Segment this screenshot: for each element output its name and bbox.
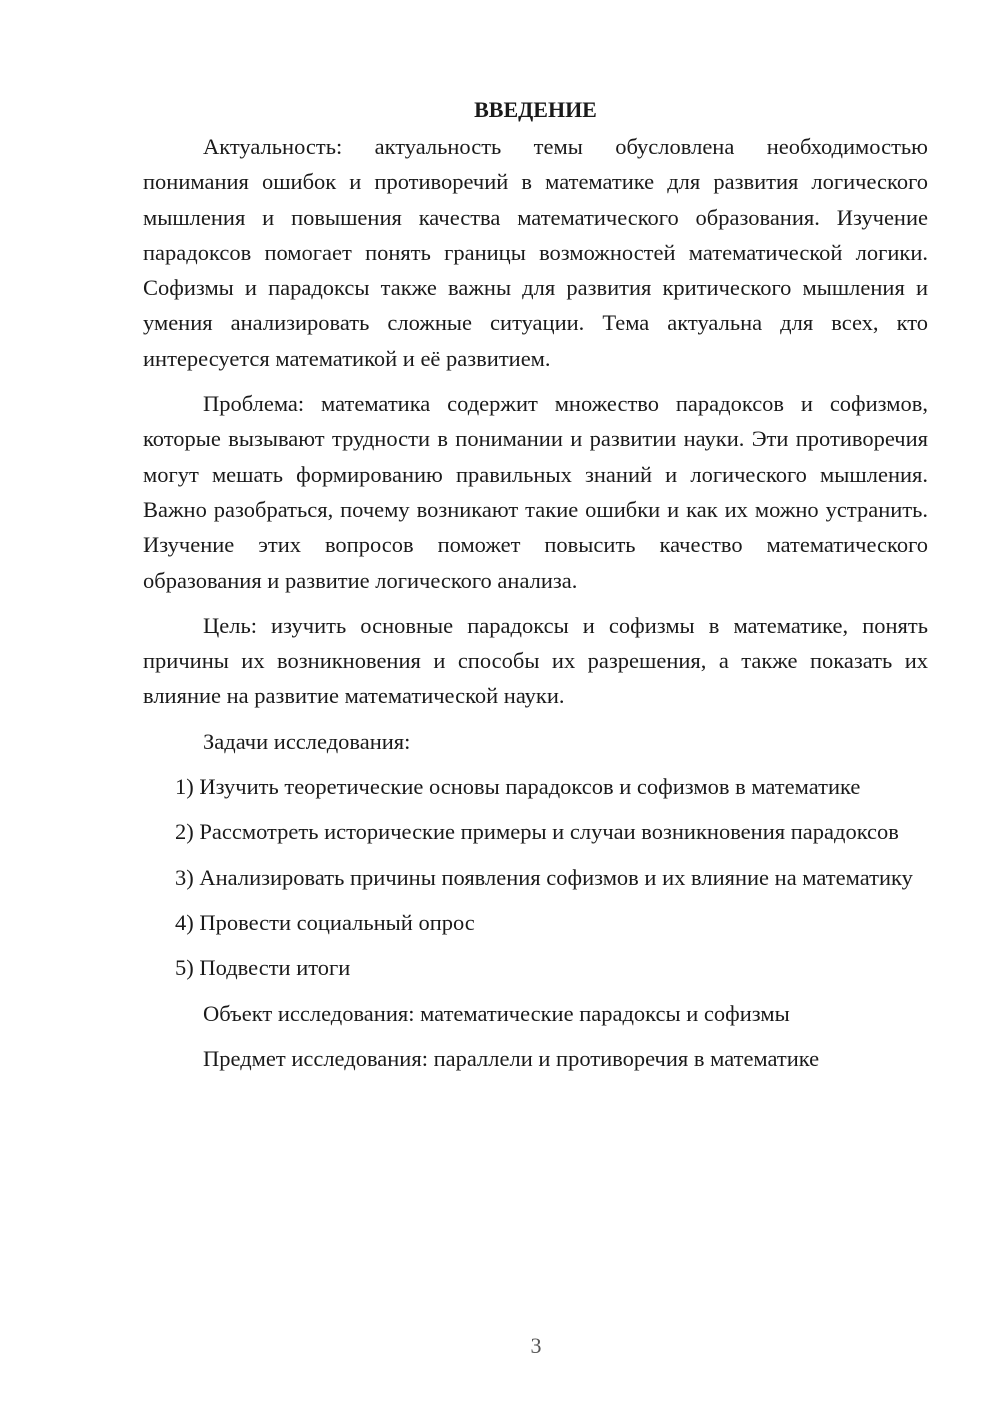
research-subject: Предмет исследования: параллели и противоречия в математике: [203, 1045, 820, 1071]
tasks-title: Задачи исследования:: [203, 728, 411, 754]
task-item-2: 2) Рассмотреть исторические примеры и случаи возникновения парадоксов: [175, 819, 899, 845]
relevance-paragraph: Актуальность: актуальность темы обусловлена необходимостью понимания ошибок и противоречий в математике для развития логического мышления и повышения качества математического образования. Изучение парадоксов помогает понять границы возможностей математической логики. Софизмы и парадоксы также важны для развития критического мышления и умения анализировать сложные ситуации. Тема актуальна для всех, кто интересуется математикой и её развитием.: [143, 134, 928, 371]
section-heading: ВВЕДЕНИЕ: [474, 97, 597, 122]
goal-paragraph: Цель: изучить основные парадоксы и софизмы в математике, понять причины их возникновения и способы их разрешения, а также показать их влияние на развитие математической науки.: [143, 612, 928, 709]
page-number: 3: [530, 1333, 542, 1358]
task-item-3: 3) Анализировать причины появления софизмов и их влияние на математику: [175, 864, 913, 890]
research-object: Объект исследования: математические парадоксы и софизмы: [203, 1000, 790, 1026]
problem-paragraph: Проблема: математика содержит множество парадоксов и софизмов, которые вызывают трудности в понимании и развитии науки. Эти противоречия могут мешать формированию правильных знаний и логического мышления. Важно разобраться, почему возникают такие ошибки и как их можно устранить. Изучение этих вопросов поможет повысить качество математического образования и развитие логического анализа.: [143, 391, 928, 593]
task-item-1: 1) Изучить теоретические основы парадоксов и софизмов в математике: [175, 774, 861, 800]
task-item-4: 4) Провести социальный опрос: [175, 909, 475, 935]
task-item-5: 5) Подвести итоги: [175, 955, 351, 981]
page-content: [143, 92, 928, 1086]
